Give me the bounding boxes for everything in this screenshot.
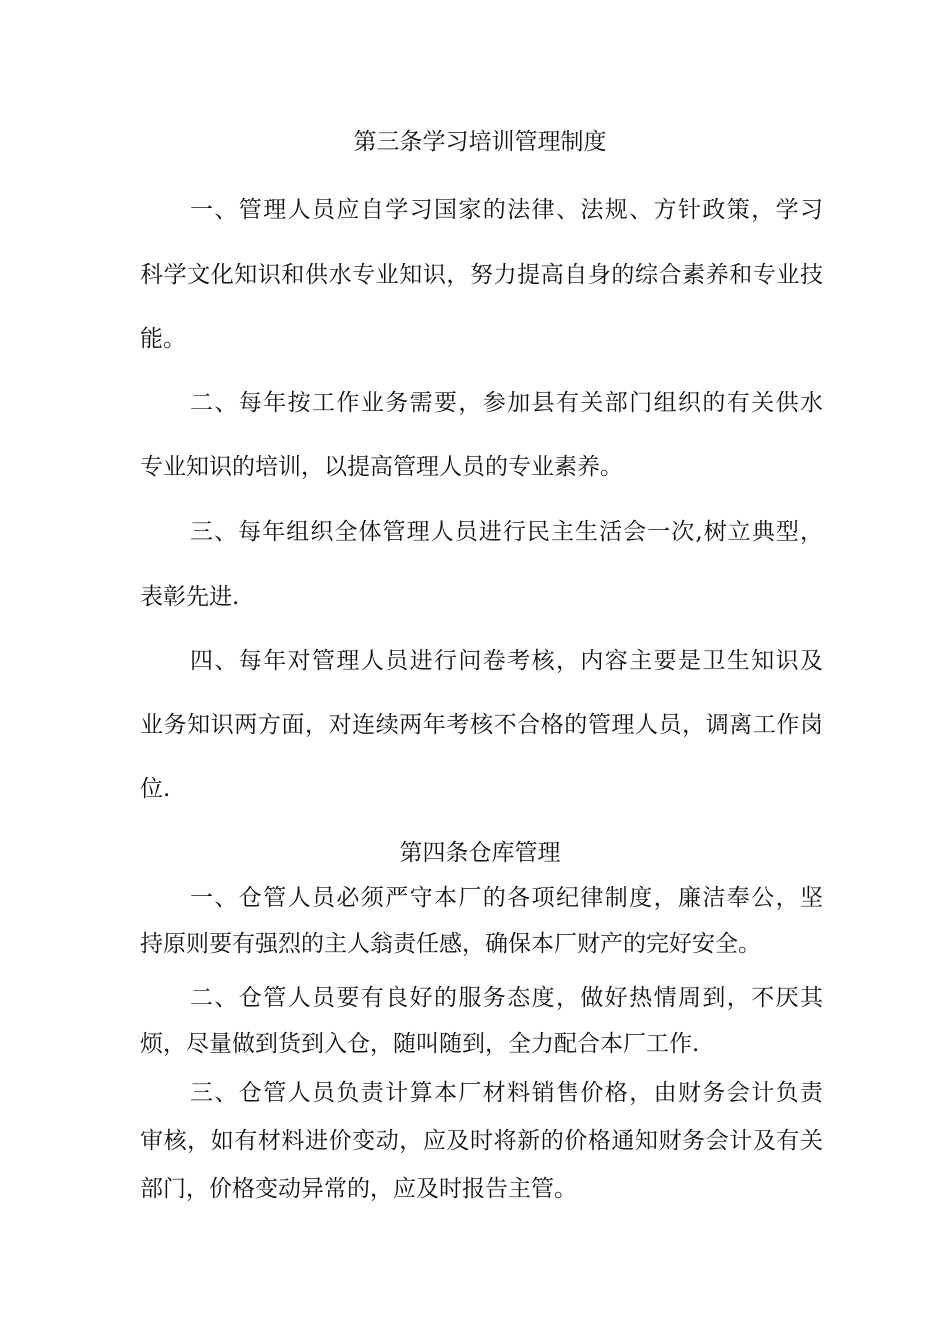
paragraph-line: 二、仓管人员要有良好的服务态度，做好热情周到，不厌其 — [190, 985, 823, 1011]
paragraph-line: 部门，价格变动异常的，应及时报告主管。 — [140, 1176, 577, 1202]
paragraph-line: 持原则要有强烈的主人翁责任感，确保本厂财产的完好安全。 — [140, 931, 761, 957]
paragraph-line: 三、仓管人员负责计算本厂材料销售价格，由财务会计负责 — [190, 1080, 823, 1106]
paragraph-line: 科学文化知识和供水专业知识，努力提高自身的综合素养和专业技 — [140, 262, 823, 288]
paragraph-line: 业务知识两方面，对连续两年考核不合格的管理人员，调离工作岗 — [140, 712, 823, 738]
paragraph-line: 审核，如有材料进价变动，应及时将新的价格通知财务会计及有关 — [140, 1128, 823, 1154]
paragraph-line: 四、每年对管理人员进行问卷考核，内容主要是卫生知识及 — [190, 648, 823, 674]
section-4-title: 第四条仓库管理 — [399, 840, 561, 866]
paragraph-line: 二、每年按工作业务需要，参加县有关部门组织的有关供水 — [190, 390, 823, 416]
paragraph-line: 一、仓管人员必须严守本厂的各项纪律制度，廉洁奉公，坚 — [190, 885, 823, 911]
paragraph-line: 表彰先进. — [140, 584, 240, 610]
paragraph-line: 烦，尽量做到货到入仓，随叫随到，全力配合本厂工作. — [140, 1031, 700, 1057]
paragraph-line: 位. — [140, 776, 171, 802]
paragraph-line: 三、每年组织全体管理人员进行民主生活会一次,树立典型， — [190, 519, 823, 545]
paragraph-line: 专业知识的培训，以提高管理人员的专业素养。 — [140, 454, 623, 480]
paragraph-line: 能。 — [140, 326, 186, 352]
section-3-title: 第三条学习培训管理制度 — [353, 129, 607, 155]
paragraph-line: 一、管理人员应自学习国家的法律、法规、方针政策，学习 — [190, 197, 823, 223]
